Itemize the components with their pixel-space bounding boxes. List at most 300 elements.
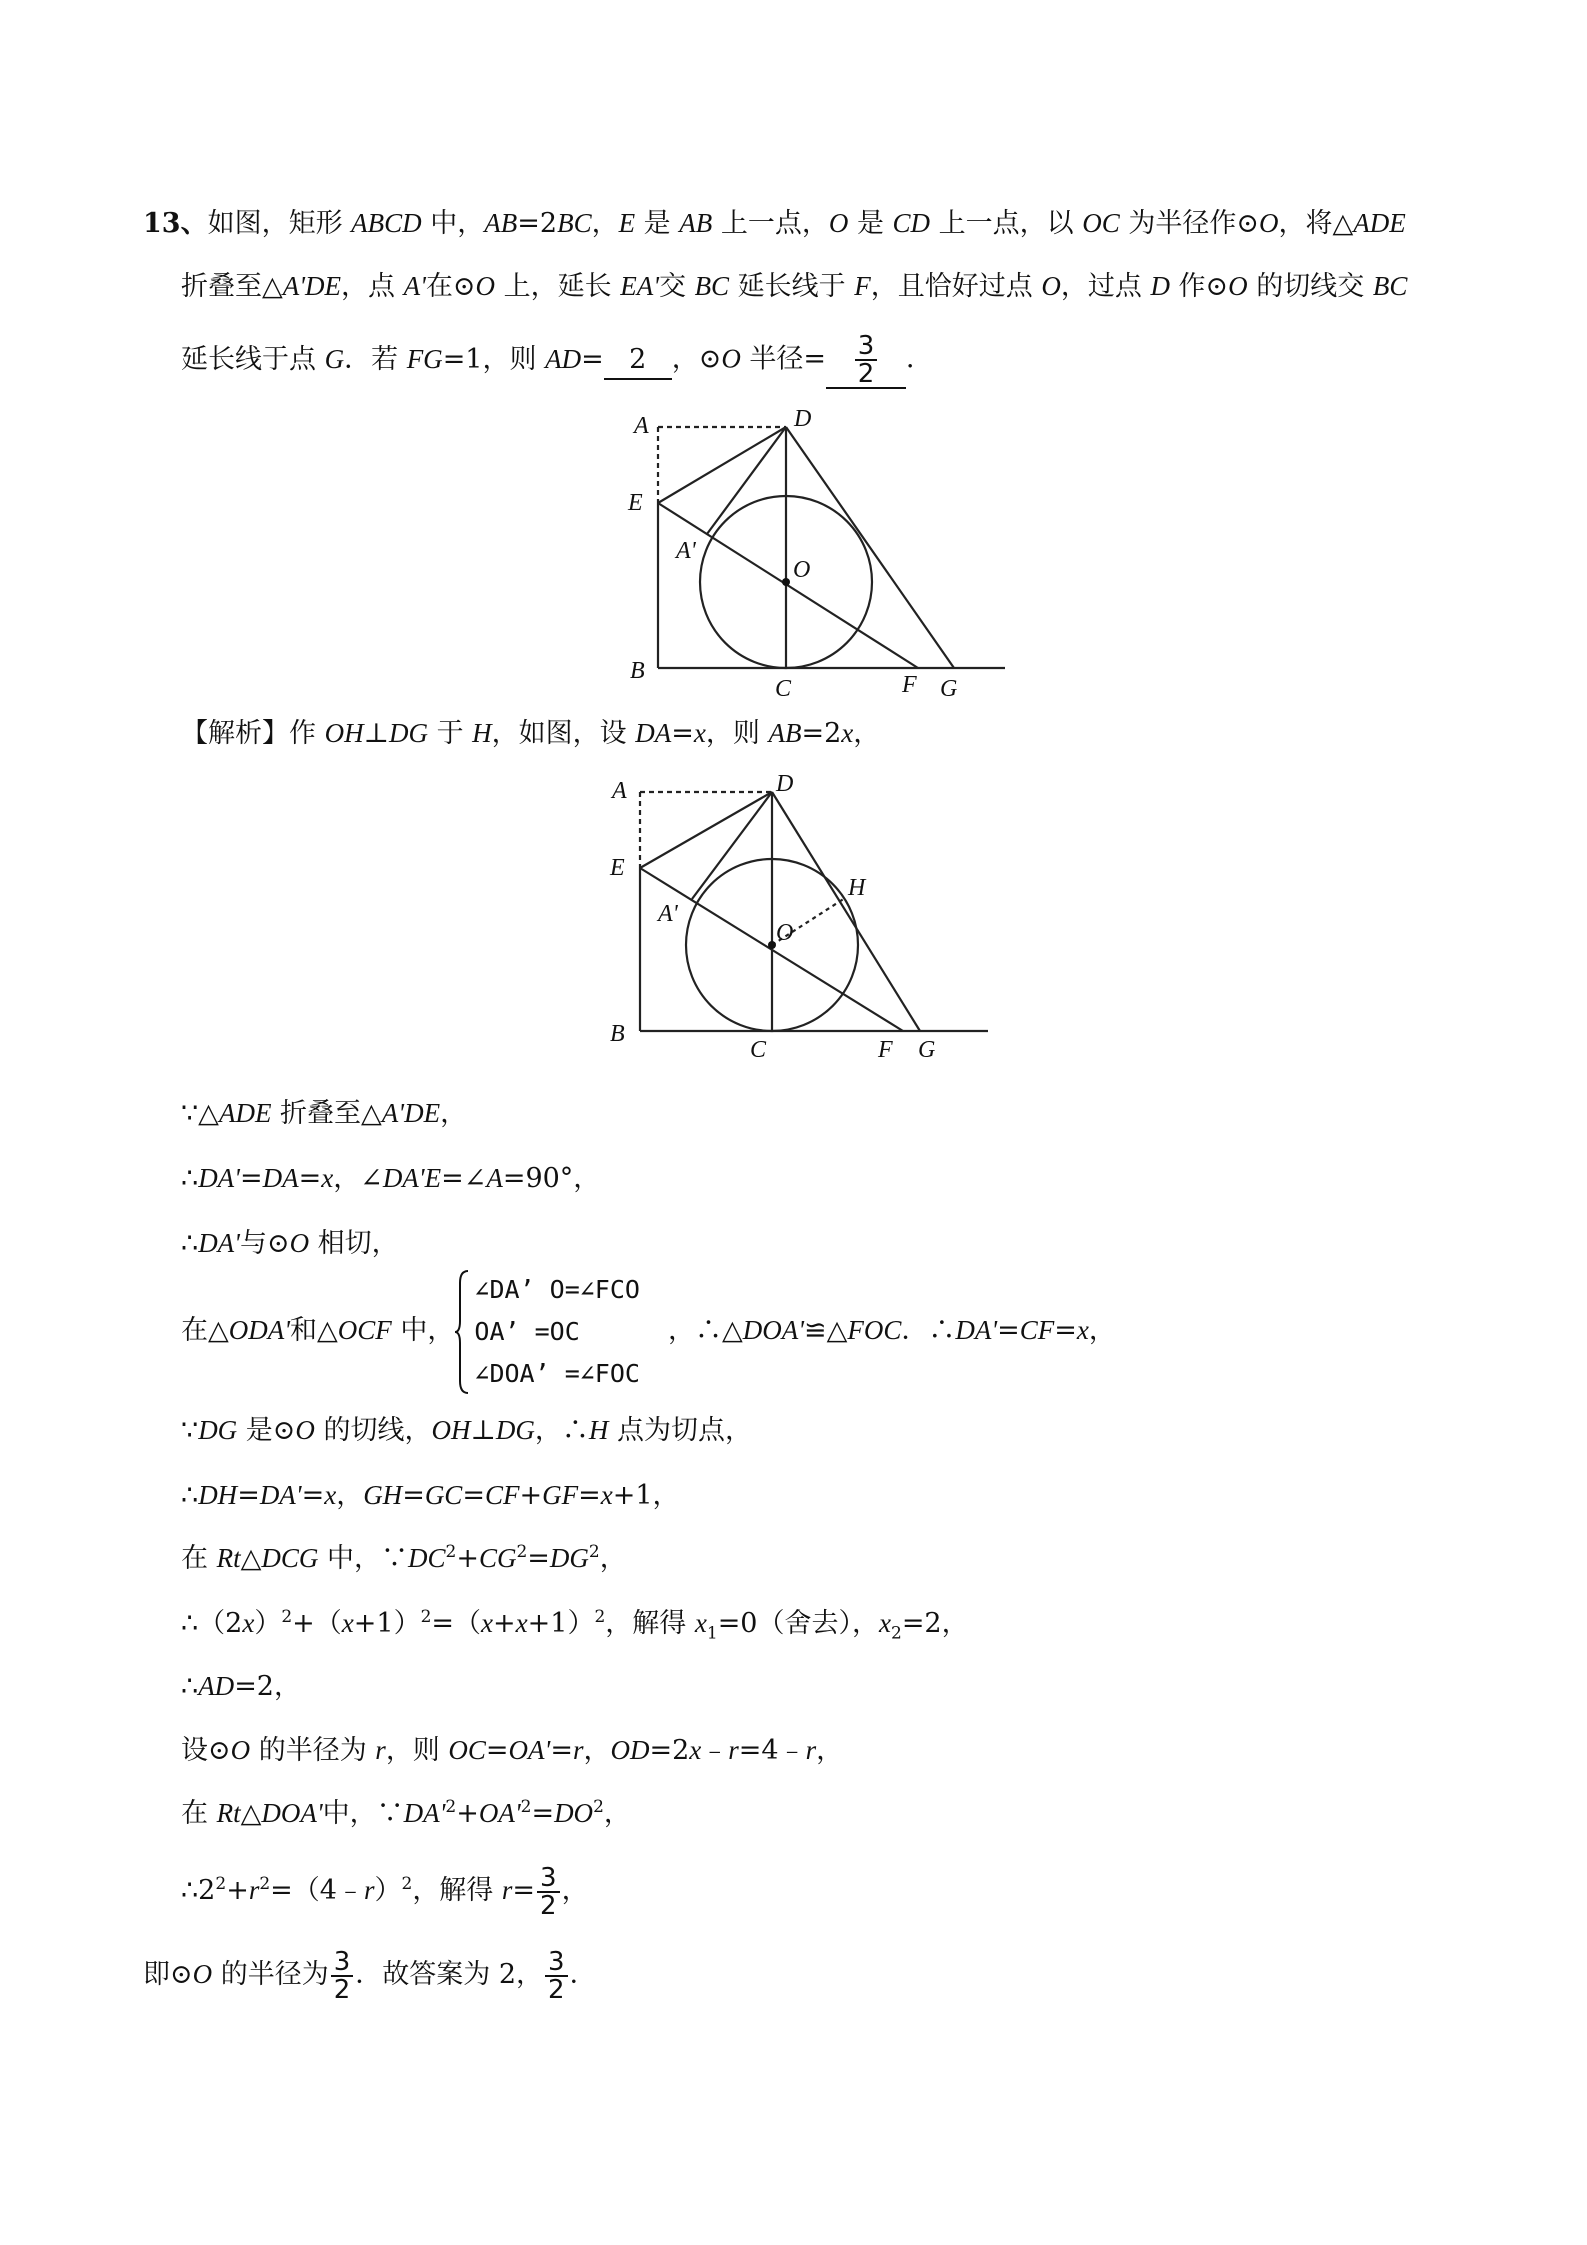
text-segment: DO xyxy=(554,1798,594,1828)
text-segment: DG xyxy=(389,718,428,748)
conclusion-mid: ．故答案为 2， xyxy=(355,1959,544,1990)
fraction-r xyxy=(537,1862,560,1921)
label-b: B xyxy=(630,658,645,684)
text-segment: ，∴ xyxy=(534,1415,589,1446)
text-segment: =1，则 xyxy=(442,343,546,375)
text-segment: DA' xyxy=(198,1163,240,1193)
text-segment: = xyxy=(298,1163,322,1194)
text-segment: H xyxy=(472,718,492,748)
text-segment: ，∴△ xyxy=(667,1315,743,1346)
text-segment: BC xyxy=(1372,271,1408,301)
step-5 xyxy=(181,1412,752,1449)
text-segment: =0（舍去）， xyxy=(717,1608,879,1639)
text-segment: AB xyxy=(679,208,713,238)
step-3-text xyxy=(181,1228,399,1259)
text-segment: 2 xyxy=(281,1607,293,1627)
text-segment: G xyxy=(324,343,345,374)
text-segment: ∴ xyxy=(181,1480,199,1511)
text-segment: 2 xyxy=(401,1874,413,1894)
text-segment: 即⊙ xyxy=(143,1959,193,1990)
segment-dg xyxy=(786,427,954,668)
text-segment: = xyxy=(581,343,604,375)
text-segment: OC xyxy=(1082,208,1120,238)
analysis-text xyxy=(289,718,880,749)
text-segment: =（4﹣ xyxy=(270,1875,364,1906)
text-segment: r xyxy=(728,1735,739,1765)
text-segment: CF xyxy=(484,1480,520,1510)
text-segment: DA xyxy=(262,1163,299,1193)
text-segment: ABCD xyxy=(351,208,422,238)
text-segment: x xyxy=(694,1608,707,1638)
text-segment: 2 xyxy=(520,1797,532,1817)
text-segment: 相切， xyxy=(309,1228,399,1259)
text-segment: O xyxy=(828,208,849,238)
text-segment: ，点 xyxy=(341,271,404,302)
text-segment: 2 xyxy=(516,1542,528,1562)
text-segment: AB xyxy=(768,718,802,748)
fraction-answer xyxy=(545,1946,568,2005)
text-segment: DOA' xyxy=(261,1798,323,1828)
text-segment: ，将△ xyxy=(1278,208,1354,239)
text-segment: 2 xyxy=(890,1623,902,1644)
step-2-text xyxy=(181,1163,600,1194)
answer-fraction xyxy=(855,333,878,387)
text-segment: 上一点， xyxy=(712,208,829,239)
text-segment: △ xyxy=(240,1798,262,1829)
text-segment: 的切线交 xyxy=(1247,271,1373,302)
text-segment: = xyxy=(550,1735,573,1766)
text-segment: DCG xyxy=(261,1543,319,1573)
step-6-text xyxy=(181,1480,680,1511)
frac-num: 3 xyxy=(545,1949,568,1977)
text-segment: OH xyxy=(324,718,364,748)
text-segment: ⊥ xyxy=(470,1415,496,1446)
text-segment: + xyxy=(226,1875,249,1906)
text-segment: O xyxy=(230,1735,251,1765)
label-o: O xyxy=(793,557,811,583)
text-segment: =90°， xyxy=(502,1163,601,1194)
conclusion xyxy=(143,1942,597,2007)
text-segment: ∵ xyxy=(181,1415,199,1446)
text-segment: ，则 xyxy=(385,1735,449,1766)
text-segment: CD xyxy=(892,208,931,238)
text-segment: 中， xyxy=(391,1315,455,1346)
text-segment: A' xyxy=(403,271,426,301)
text-segment: + xyxy=(519,1480,543,1511)
text-segment: 2 xyxy=(594,1607,606,1627)
text-segment: r xyxy=(501,1875,513,1905)
text-segment: 2 xyxy=(588,1542,600,1562)
segment-ed xyxy=(640,792,772,868)
text-segment: 2 xyxy=(259,1874,271,1894)
text-segment: 如图，矩形 xyxy=(207,208,352,239)
text-segment: Rt xyxy=(216,1798,241,1828)
brace-icon xyxy=(454,1269,470,1395)
text-segment: =2 xyxy=(649,1735,690,1766)
label-g: G xyxy=(940,676,958,702)
text-segment: 中，∵ xyxy=(318,1543,408,1574)
frac-num: 3 xyxy=(855,333,878,361)
text-segment: ∴2 xyxy=(181,1875,216,1906)
text-segment: O xyxy=(192,1959,213,1989)
text-segment: 设⊙ xyxy=(181,1735,231,1766)
text-segment: ．∴ xyxy=(901,1315,956,1346)
text-segment: ∴ xyxy=(181,1671,199,1702)
step-9 xyxy=(181,1668,301,1705)
problem-line-3 xyxy=(181,333,933,389)
text-segment: AB xyxy=(484,208,518,238)
text-segment: 中， xyxy=(421,208,485,239)
system-row-1: ∠DA’ O=∠FCO xyxy=(474,1274,640,1304)
text-segment: O xyxy=(1228,271,1248,301)
text-segment: 上一点，以 xyxy=(930,208,1083,239)
step-12-post: ， xyxy=(561,1875,589,1906)
step-4-pre xyxy=(181,1315,454,1346)
text-segment: ≌△ xyxy=(804,1315,848,1346)
text-segment: = xyxy=(239,1163,263,1194)
text-segment: O xyxy=(475,271,496,301)
text-segment: 中，∵ xyxy=(322,1798,404,1829)
step-1 xyxy=(181,1095,467,1132)
text-segment: 与⊙ xyxy=(239,1228,290,1259)
text-segment: x xyxy=(481,1608,494,1638)
segment-ef xyxy=(658,503,918,668)
text-segment: OD xyxy=(610,1735,650,1765)
label-b: B xyxy=(610,1021,625,1047)
text-segment: +1， xyxy=(612,1480,680,1511)
text-segment: 2 xyxy=(593,1797,604,1817)
text-segment: EA' xyxy=(620,271,659,301)
text-segment: DA xyxy=(635,718,672,748)
frac-den: 2 xyxy=(540,1890,557,1921)
problem-line-1 xyxy=(143,205,1406,242)
step-10-text xyxy=(181,1735,843,1766)
label-a-prime: A' xyxy=(676,538,696,564)
text-segment: GF xyxy=(542,1480,579,1510)
text-segment: x xyxy=(600,1480,613,1510)
segment-da1 xyxy=(692,792,772,899)
text-segment: ， xyxy=(599,1543,627,1574)
label-a: A xyxy=(612,778,627,804)
answer-blank-1: 2 xyxy=(604,342,672,380)
text-segment: 在△ xyxy=(181,1315,229,1346)
text-segment: ，过点 xyxy=(1060,271,1151,302)
label-h: H xyxy=(848,875,866,901)
frac-num: 3 xyxy=(331,1949,354,1977)
text-segment: = xyxy=(512,1875,536,1906)
text-segment: DH xyxy=(198,1480,238,1510)
text-segment: ADE xyxy=(1353,208,1406,238)
text-segment: =2， xyxy=(901,1608,969,1639)
text-segment: O xyxy=(1258,208,1279,238)
text-segment: △ xyxy=(240,1543,262,1574)
text-segment: 2 xyxy=(420,1607,432,1627)
text-segment: x xyxy=(321,1163,334,1193)
system-row-3: ∠DOA’ =∠FOC xyxy=(474,1358,640,1388)
problem-line-2 xyxy=(181,268,1407,305)
text-segment: E xyxy=(618,208,636,238)
center-o xyxy=(782,578,790,586)
text-segment: H xyxy=(588,1415,609,1445)
geometry-figure-1 xyxy=(620,400,1020,710)
text-segment: 点为切点， xyxy=(608,1415,752,1446)
text-segment: 交 xyxy=(658,271,695,302)
text-segment: = xyxy=(485,1735,509,1766)
text-segment: Rt xyxy=(216,1543,241,1573)
text-segment: ，解得 xyxy=(605,1608,695,1639)
text-segment: =2， xyxy=(234,1671,301,1702)
text-segment: = xyxy=(671,718,694,749)
text-segment: ，如图，设 xyxy=(491,718,636,749)
text-segment: A'DE xyxy=(381,1098,441,1128)
text-segment: A xyxy=(486,1163,503,1193)
text-segment: ， xyxy=(591,208,619,239)
text-segment: = xyxy=(997,1315,1020,1346)
text-segment: ∴（2 xyxy=(181,1608,243,1639)
text-segment: = xyxy=(578,1480,601,1511)
step-12-pre xyxy=(181,1875,535,1906)
segment-ed xyxy=(658,427,786,503)
text-segment: 2 xyxy=(445,1542,457,1562)
text-segment: ，解得 xyxy=(412,1875,502,1906)
frac-num: 3 xyxy=(537,1865,560,1893)
text-segment: =4﹣ xyxy=(738,1735,806,1766)
label-g: G xyxy=(918,1037,936,1063)
text-segment: F xyxy=(854,271,871,301)
text-segment: =∠ xyxy=(441,1163,487,1194)
problem-text-3d: ． xyxy=(906,343,934,375)
problem-text-2 xyxy=(181,271,1407,302)
conclusion-pre xyxy=(143,1959,329,1990)
step-2 xyxy=(181,1160,600,1197)
text-segment: FG xyxy=(406,343,443,374)
label-f: F xyxy=(878,1037,893,1063)
text-segment: 为半径作⊙ xyxy=(1119,208,1259,239)
conclusion-post: ． xyxy=(569,1959,597,1990)
text-segment: 在⊙ xyxy=(425,271,476,302)
text-segment: x xyxy=(341,1608,354,1638)
text-segment: BC xyxy=(557,208,592,238)
text-segment: ，且恰好过点 xyxy=(870,271,1042,302)
text-segment: +1） xyxy=(353,1608,421,1639)
problem-text-3b: ，⊙ xyxy=(671,343,722,375)
step-7-text xyxy=(181,1543,627,1574)
text-segment: ， xyxy=(336,1480,364,1511)
label-e: E xyxy=(628,490,643,516)
analysis-label: 【解析】 xyxy=(181,718,289,749)
text-segment: O xyxy=(295,1415,315,1445)
text-segment: CG xyxy=(478,1543,517,1573)
text-segment: +（ xyxy=(292,1608,342,1639)
text-segment: DA' xyxy=(259,1480,302,1510)
text-segment: r xyxy=(248,1875,260,1905)
problem-text-3c: 半径= xyxy=(740,343,827,375)
step-11 xyxy=(181,1795,631,1832)
label-f: F xyxy=(902,672,917,698)
text-segment: = xyxy=(237,1480,260,1511)
label-c: C xyxy=(775,676,792,702)
text-segment: 的半径为 xyxy=(212,1959,329,1990)
text-segment: 在 xyxy=(181,1543,217,1574)
text-segment: = xyxy=(531,1798,555,1829)
text-segment: DG xyxy=(198,1415,238,1445)
text-segment: = xyxy=(462,1480,485,1511)
text-segment: O xyxy=(289,1228,310,1258)
problem-number: 13、 xyxy=(143,208,208,239)
text-segment: OC xyxy=(448,1735,486,1765)
segment-da1 xyxy=(707,427,786,534)
frac-den: 2 xyxy=(548,1974,565,2005)
text-segment: ） xyxy=(374,1875,402,1906)
text-segment: 延长线于点 xyxy=(181,343,325,375)
text-segment: ， xyxy=(1088,1315,1116,1346)
label-a-prime: A' xyxy=(658,901,678,927)
text-segment: 1 xyxy=(706,1623,718,1644)
text-segment: 2 xyxy=(445,1797,457,1817)
text-segment: 2 xyxy=(215,1874,227,1894)
center-o xyxy=(768,941,776,949)
problem-text-1 xyxy=(208,208,1406,239)
step-1-text xyxy=(181,1098,467,1129)
fraction-radius xyxy=(331,1946,354,2005)
text-segment: 作 xyxy=(289,718,325,749)
step-11-text xyxy=(181,1798,631,1829)
text-segment: 的半径为 xyxy=(250,1735,376,1766)
label-c: C xyxy=(750,1037,767,1063)
step-6 xyxy=(181,1477,680,1514)
text-segment: ∵△ xyxy=(181,1098,219,1129)
text-segment: x xyxy=(242,1608,255,1638)
text-segment: r xyxy=(805,1735,817,1765)
text-segment: = xyxy=(527,1543,550,1574)
system-row-2: OA’ =OC xyxy=(474,1316,580,1346)
text-segment: ） xyxy=(254,1608,282,1639)
text-segment: 折叠至△ xyxy=(271,1098,382,1129)
text-segment: 是 xyxy=(848,208,893,239)
text-segment: ， xyxy=(603,1798,631,1829)
text-segment: x xyxy=(1076,1315,1089,1345)
text-segment: 作⊙ xyxy=(1169,271,1229,302)
text-segment: FOC xyxy=(847,1315,902,1345)
text-segment: r xyxy=(572,1735,584,1765)
problem-text-3 xyxy=(181,344,604,375)
text-segment: 折叠至△ xyxy=(181,271,283,302)
text-segment: OCF xyxy=(337,1315,392,1345)
text-segment: = xyxy=(301,1480,325,1511)
text-segment: DC xyxy=(407,1543,446,1573)
step-7 xyxy=(181,1540,627,1577)
text-segment: ．若 xyxy=(344,343,407,375)
text-segment: x xyxy=(841,718,854,748)
text-segment: x xyxy=(879,1608,891,1638)
problem-text-3o: O xyxy=(721,343,741,374)
label-a: A xyxy=(634,413,649,439)
text-segment: AD xyxy=(545,343,582,374)
text-segment: 的切线， xyxy=(314,1415,432,1446)
text-segment: x xyxy=(689,1735,702,1765)
text-segment: x xyxy=(693,718,706,748)
text-segment: +1） xyxy=(527,1608,595,1639)
geometry-figure-2 xyxy=(600,765,1000,1075)
text-segment: ， xyxy=(583,1735,611,1766)
text-segment: A'DE xyxy=(282,271,342,301)
text-segment: r xyxy=(375,1735,386,1765)
text-segment: 延长线于 xyxy=(729,271,855,302)
text-segment: D xyxy=(1150,271,1170,301)
text-segment: OA' xyxy=(478,1798,521,1828)
text-segment: + xyxy=(456,1798,479,1829)
step-10 xyxy=(181,1732,843,1769)
text-segment: DA'E xyxy=(382,1163,442,1193)
text-segment: DG xyxy=(549,1543,589,1573)
text-segment: GC xyxy=(424,1480,463,1510)
text-segment: + xyxy=(493,1608,516,1639)
text-segment: DA' xyxy=(955,1315,998,1345)
label-d: D xyxy=(776,771,794,797)
frac-den: 2 xyxy=(857,359,875,389)
text-segment: DA' xyxy=(198,1228,240,1258)
text-segment: =（ xyxy=(431,1608,482,1639)
frac-den: 2 xyxy=(333,1974,351,2005)
text-segment: r xyxy=(363,1875,375,1905)
step-3 xyxy=(181,1225,399,1262)
text-segment: BC xyxy=(694,271,730,301)
text-segment: ADE xyxy=(218,1098,272,1128)
text-segment: ， xyxy=(440,1098,468,1129)
text-segment: AD xyxy=(198,1671,235,1701)
text-segment: = xyxy=(402,1480,425,1511)
text-segment: O xyxy=(1041,271,1061,301)
text-segment: GH xyxy=(363,1480,403,1510)
text-segment: ， xyxy=(853,718,881,749)
text-segment: ﹣ xyxy=(701,1735,729,1766)
text-segment: 和△ xyxy=(290,1315,338,1346)
text-segment: x xyxy=(515,1608,528,1638)
text-segment: ，则 xyxy=(705,718,769,749)
text-segment: x xyxy=(324,1480,337,1510)
text-segment: 上，延长 xyxy=(495,271,621,302)
text-segment: OH xyxy=(431,1415,471,1445)
text-segment: 于 xyxy=(428,718,473,749)
text-segment: ，∠ xyxy=(333,1163,383,1194)
text-segment: =2 xyxy=(801,718,842,749)
text-segment: 是 xyxy=(635,208,680,239)
label-o: O xyxy=(776,920,794,946)
text-segment: CF xyxy=(1019,1315,1055,1345)
step-12 xyxy=(181,1858,589,1923)
text-segment: 是⊙ xyxy=(237,1415,296,1446)
text-segment: DOA' xyxy=(742,1315,804,1345)
text-segment: 在 xyxy=(181,1798,217,1829)
text-segment: DA' xyxy=(403,1798,446,1828)
step-5-text xyxy=(181,1415,752,1446)
step-8 xyxy=(181,1605,969,1642)
step-9-text xyxy=(181,1671,301,1702)
label-d: D xyxy=(794,406,812,432)
text-segment: OA' xyxy=(508,1735,551,1765)
text-segment: + xyxy=(456,1543,479,1574)
text-segment: ODA' xyxy=(228,1315,291,1345)
text-segment: DG xyxy=(495,1415,535,1445)
step-4-post xyxy=(668,1315,1116,1346)
text-segment: ⊥ xyxy=(363,718,389,749)
analysis-line xyxy=(181,715,880,752)
equation-system xyxy=(454,1269,640,1395)
text-segment: = xyxy=(1054,1315,1077,1346)
answer-blank-2 xyxy=(826,333,906,389)
step-4 xyxy=(181,1265,1116,1395)
text-segment: =2 xyxy=(517,208,558,239)
